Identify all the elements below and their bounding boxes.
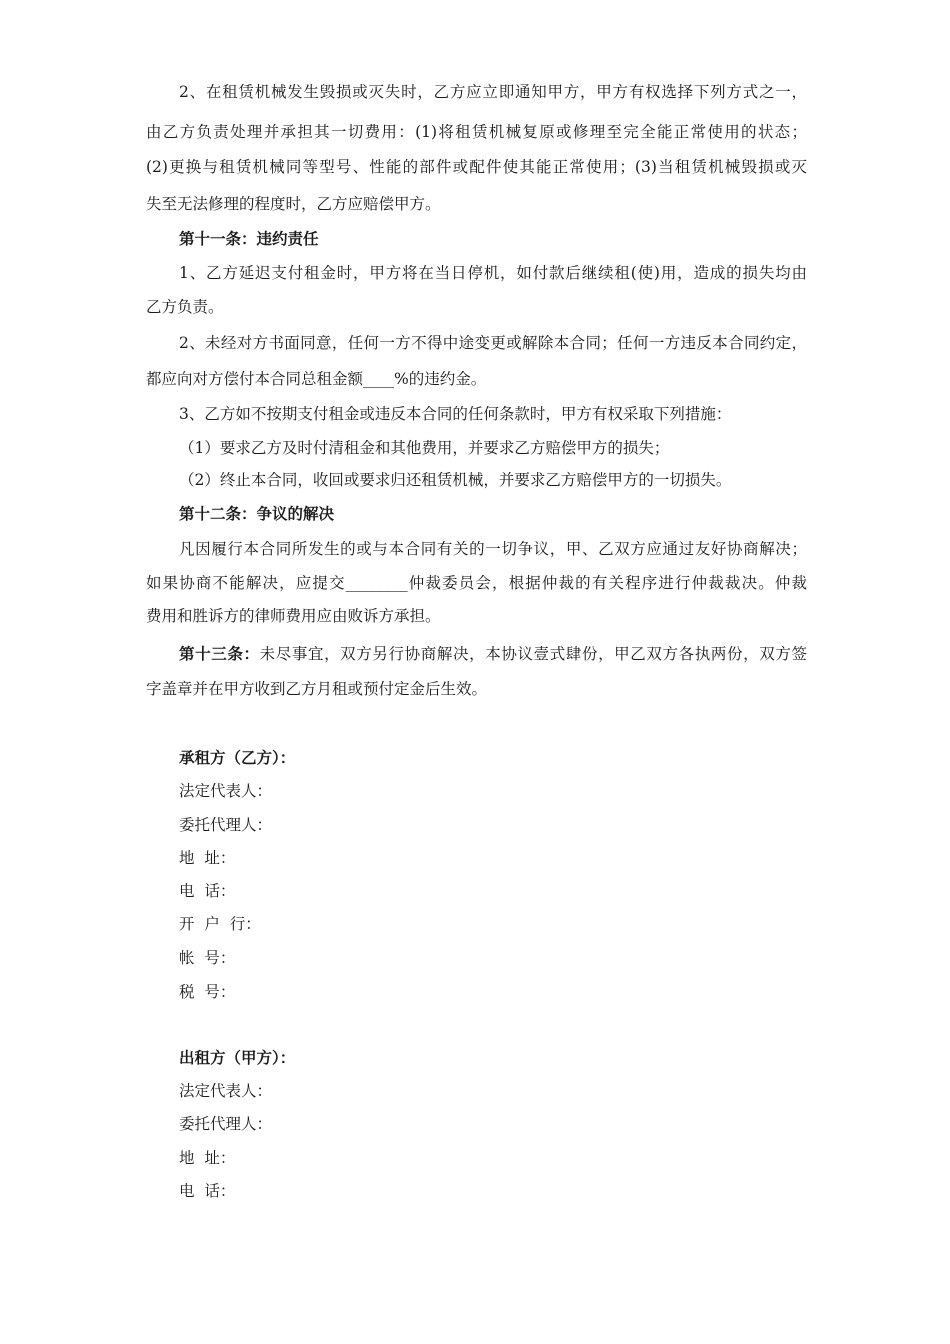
clause11-p3a: （1）要求乙方及时付清租金和其他费用，并要求乙方赔偿甲方的损失；: [179, 439, 670, 457]
clause12-body-line1: 凡因履行本合同所发生的或与本合同有关的一切争议，甲、乙双方应通过友好协商解决；: [179, 540, 807, 558]
clause11-p1-line1: 1、乙方延迟支付租金时，甲方将在当日停机，如付款后继续租(使)用，造成的损失均由: [179, 264, 807, 282]
clause10-p2-line4: 失至无法修理的程度时，乙方应赔偿甲方。: [146, 195, 441, 213]
lessor-phone: 电 话：: [179, 1182, 236, 1200]
lessor-address: 地 址：: [179, 1149, 236, 1167]
lessor-agent: 委托代理人：: [179, 1115, 273, 1133]
lessee-agent: 委托代理人：: [179, 816, 273, 834]
clause12-body-line3: 费用和胜诉方的律师费用应由败诉方承担。: [146, 607, 441, 625]
clause13-line1: [179, 643, 807, 665]
clause11-p3: 3、乙方如不按期支付租金或违反本合同的任何条款时，甲方有权采取下列措施：: [179, 405, 732, 423]
lessee-account: 帐 号：: [179, 949, 236, 967]
lessee-bank: 开 户 行：: [179, 915, 261, 933]
clause10-p2-line3: (2)更换与租赁机械同等型号、性能的部件或配件使其能正常使用；(3)当租赁机械毁损或灭: [146, 158, 807, 176]
lessee-address: 地 址：: [179, 849, 236, 867]
clause11-p2-line2: 都应向对方偿付本合同总租金额____%的违约金。: [146, 370, 487, 388]
clause11-p2-line1: 2、未经对方书面同意，任何一方不得中途变更或解除本合同；任何一方违反本合同约定，: [179, 334, 807, 352]
lessor-title: 出租方（甲方）：: [179, 1048, 296, 1067]
clause10-p2-line2: 由乙方负责处理并承担其一切费用：(1)将租赁机械复原或修理至完全能正常使用的状态；: [146, 123, 807, 141]
clause11-p1-line2: 乙方负责。: [146, 298, 224, 316]
lessee-legal-rep: 法定代表人：: [179, 782, 273, 800]
clause12-body-line2: 如果协商不能解决，应提交________仲裁委员会，根据仲裁的有关程序进行仲裁裁决。仲裁: [146, 574, 807, 592]
clause13-body-first: 未尽事宜，双方另行协商解决，本协议壹式肆份，甲乙双方各执两份，双方签: [259, 645, 807, 663]
clause13-title: 第十三条：: [179, 644, 260, 663]
clause10-p2-line1: 2、在租赁机械发生毁损或灭失时，乙方应立即通知甲方，甲方有权选择下列方式之一，: [179, 83, 807, 101]
lessee-phone: 电 话：: [179, 882, 236, 900]
clause13-line2: 字盖章并在甲方收到乙方月租或预付定金后生效。: [146, 680, 488, 698]
clause11-title: 第十一条：违约责任: [179, 229, 319, 248]
lessee-tax-id: 税 号：: [179, 983, 236, 1001]
clause11-p3b: （2）终止本合同，收回或要求归还租赁机械，并要求乙方赔偿甲方的一切损失。: [179, 471, 732, 489]
lessee-title: 承租方（乙方）：: [179, 748, 296, 767]
clause12-title: 第十二条：争议的解决: [179, 504, 335, 523]
lessor-legal-rep: 法定代表人：: [179, 1082, 273, 1100]
